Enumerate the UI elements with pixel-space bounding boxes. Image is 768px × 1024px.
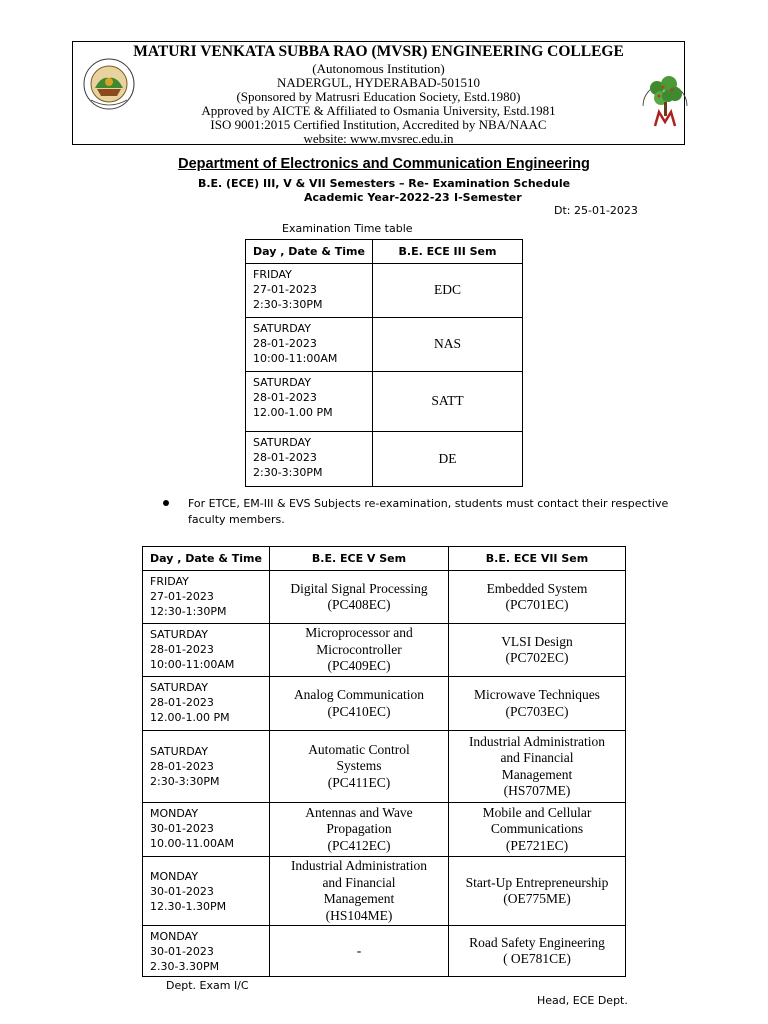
subject-line: Road Safety Engineering: [469, 934, 605, 950]
subject-code: (HS104ME): [325, 907, 393, 923]
subject-code: (PC702EC): [505, 650, 569, 665]
date: 27-01-2023: [150, 590, 214, 603]
subject-line: Automatic Control: [308, 741, 410, 757]
date: 28-01-2023: [253, 451, 317, 464]
v-sem-subject: [270, 677, 449, 731]
college-header: [72, 41, 685, 145]
college-logo-icon: [83, 58, 135, 110]
vii-sem-subject: [449, 624, 626, 677]
table-row: [246, 372, 523, 432]
vii-sem-subject: [449, 857, 626, 926]
subject-line: Embedded System: [486, 580, 588, 596]
department-title: Department of Electronics and Communication Engineering: [178, 156, 590, 172]
sponsor-line: (Sponsored by Matrusri Education Society, Estd.1980): [236, 89, 521, 104]
approval-line: Approved by AICTE & Affiliated to Osmania University, Estd.1981: [201, 103, 556, 118]
autonomous-line: (Autonomous Institution): [312, 61, 445, 76]
table-row: [246, 318, 523, 372]
subject-line: Microwave Techniques: [474, 687, 600, 702]
society-logo-icon: [639, 66, 691, 134]
subject-code: (PC703EC): [505, 703, 569, 719]
date: 28-01-2023: [150, 696, 214, 709]
date-cell: [143, 926, 270, 977]
table-row: [143, 731, 626, 803]
time: 12.00-1.00 PM: [253, 406, 333, 419]
table-row: [143, 571, 626, 624]
vii-sem-subject: [449, 803, 626, 857]
hod-signature: Head, ECE Dept.: [537, 994, 628, 1007]
date: 28-01-2023: [150, 760, 214, 773]
subject-line: Communications: [490, 821, 584, 837]
v-vii-sem-table: [142, 546, 626, 977]
date-cell: [143, 571, 270, 624]
subject-code: ( OE781CE): [503, 951, 571, 966]
iso-line: ISO 9001:2015 Certified Institution, Accredited by NBA/NAAC: [210, 117, 547, 132]
subject-line: Mobile and Cellular: [482, 804, 592, 820]
time: 10:00-11:00AM: [253, 352, 338, 365]
date-cell: [246, 372, 373, 432]
time: 12.30-1.30PM: [150, 899, 227, 913]
date: 28-01-2023: [253, 391, 317, 404]
subject-line: Systems: [336, 758, 382, 774]
v-sem-subject: [270, 857, 449, 926]
subject-code: (PC408EC): [327, 597, 391, 612]
semester-label: I-Semester: [454, 191, 522, 204]
date: 28-01-2023: [253, 337, 317, 350]
day: FRIDAY: [150, 575, 189, 588]
subject-line: Antennas and Wave: [305, 804, 413, 820]
v-sem-subject: [270, 803, 449, 857]
date: 27-01-2023: [253, 283, 317, 296]
subject-line: Digital Signal Processing: [290, 580, 428, 596]
subject-line: Industrial Administration: [290, 858, 428, 873]
table-row: [246, 264, 523, 318]
table-row: [143, 803, 626, 857]
subject-line: VLSI Design: [501, 633, 573, 649]
document-date: Dt: 25-01-2023: [554, 204, 638, 217]
subject-cell: SATT: [373, 372, 523, 432]
vii-sem-subject: [449, 571, 626, 624]
subject-code: (PE721EC): [505, 837, 569, 853]
day: SATURDAY: [150, 745, 208, 758]
table2-header-v-sem: B.E. ECE V Sem: [270, 547, 449, 571]
exam-incharge-signature: Dept. Exam I/C: [166, 979, 249, 992]
date: 30-01-2023: [150, 822, 214, 835]
v-sem-subject: [270, 571, 449, 624]
table-row: [246, 432, 523, 487]
time: 10.00-11.00AM: [150, 837, 234, 850]
day: SATURDAY: [253, 376, 311, 389]
table-row: [143, 677, 626, 731]
date: 28-01-2023: [150, 643, 214, 656]
v-sem-subject: [270, 624, 449, 677]
re-exam-note: For ETCE, EM-III & EVS Subjects re-examination, students must contact their respective faculty members.: [188, 497, 669, 526]
date-cell: [143, 857, 270, 926]
subject-line: and Financial: [500, 750, 574, 765]
time: 12.00-1.00 PM: [150, 711, 230, 724]
day: SATURDAY: [253, 436, 311, 449]
v-sem-subject: [270, 926, 449, 977]
table1-header-day: Day , Date & Time: [246, 240, 373, 264]
day: MONDAY: [150, 869, 199, 883]
table2-header-day: Day , Date & Time: [143, 547, 270, 571]
date-cell: [143, 677, 270, 731]
subject-cell: EDC: [373, 264, 523, 318]
subject-code: (PC412EC): [327, 837, 391, 853]
subject-line: Industrial Administration: [468, 733, 606, 749]
date: 30-01-2023: [150, 945, 214, 958]
iii-sem-table: [245, 239, 523, 487]
subject-cell: DE: [373, 432, 523, 487]
date-cell: [143, 803, 270, 857]
subject-line: Microcontroller: [316, 641, 402, 657]
date-cell: [246, 432, 373, 487]
table1-header-sem: B.E. ECE III Sem: [373, 240, 523, 264]
day: SATURDAY: [150, 681, 208, 694]
subject-line: Start-Up Entrepreneurship: [465, 874, 609, 890]
bullet-icon: [163, 500, 169, 506]
day: SATURDAY: [150, 628, 208, 641]
subject-cell: NAS: [373, 318, 523, 372]
date-cell: [246, 318, 373, 372]
table-row: [143, 857, 626, 926]
day: MONDAY: [150, 930, 199, 943]
table-row: [143, 624, 626, 677]
academic-year: Academic Year-2022-23: [304, 191, 450, 204]
day: SATURDAY: [253, 322, 311, 335]
time: 2:30-3:30PM: [150, 775, 220, 788]
timetable-title: Examination Time table: [282, 222, 413, 235]
time: 2:30-3:30PM: [253, 466, 323, 479]
day: MONDAY: [150, 807, 199, 820]
subject-code: (OE775ME): [503, 891, 571, 906]
time: 12:30-1:30PM: [150, 605, 227, 618]
subject-line: Propagation: [326, 821, 392, 837]
schedule-line: B.E. (ECE) III, V & VII Semesters – Re- Examination Schedule: [197, 177, 571, 190]
day: FRIDAY: [253, 268, 292, 281]
subject-code: (PC410EC): [327, 703, 391, 719]
subject-line: Analog Communication: [293, 687, 425, 702]
date-cell: [143, 624, 270, 677]
time: 10:00-11:00AM: [150, 658, 235, 671]
time: 2:30-3:30PM: [253, 298, 323, 311]
subject-line: Management: [323, 891, 395, 906]
subject-line: and Financial: [322, 874, 396, 890]
subject-line: Management: [501, 766, 573, 782]
vii-sem-subject: [449, 731, 626, 803]
subject-code: (PC409EC): [327, 658, 391, 674]
subject-code: (PC701EC): [505, 597, 569, 612]
subject-code: (HS707ME): [503, 783, 571, 798]
subject-code: (PC411EC): [327, 774, 391, 790]
vii-sem-subject: [449, 926, 626, 977]
website-line: website: www.mvsrec.edu.in: [303, 131, 454, 146]
date: 30-01-2023: [150, 884, 214, 898]
table2-header-vii-sem: B.E. ECE VII Sem: [449, 547, 626, 571]
subject-line: -: [356, 942, 362, 958]
college-name: MATURI VENKATA SUBBA RAO (MVSR) ENGINEERING COLLEGE: [133, 43, 624, 60]
date-cell: [143, 731, 270, 803]
v-sem-subject: [270, 731, 449, 803]
time: 2.30-3.30PM: [150, 960, 220, 973]
table-row: [143, 926, 626, 977]
subject-line: Microprocessor and: [305, 625, 413, 641]
vii-sem-subject: [449, 677, 626, 731]
address-line: NADERGUL, HYDERABAD-501510: [277, 75, 480, 90]
date-cell: [246, 264, 373, 318]
